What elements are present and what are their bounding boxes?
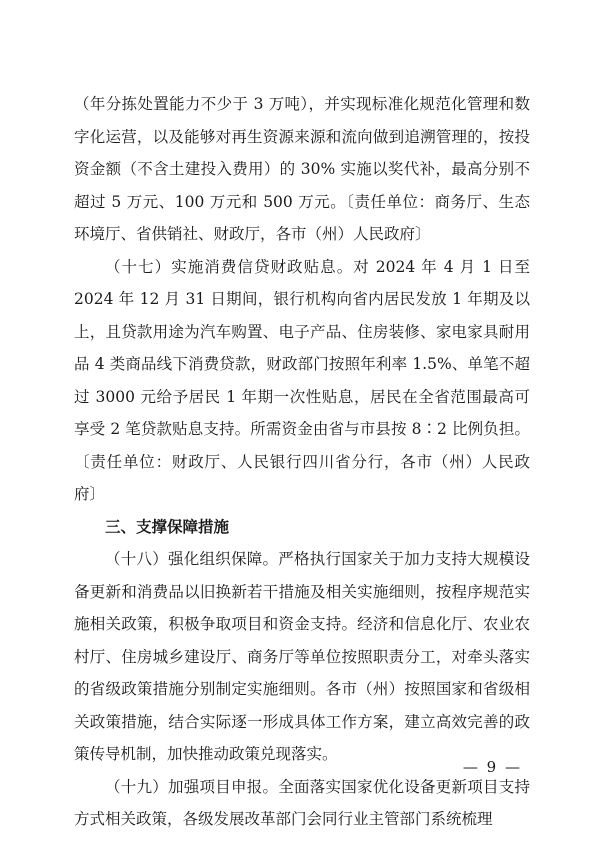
paragraph-body-seventeen: 对 2024 年 4 月 1 日至 2024 年 12 月 31 日期间，银行机构向省内居民发放 1 年期及以上，且贷款用途为汽车购置、电子产品、住房装修、家电家具耐用品 4 类商品线下消费贷款，财政部门按照年利率 1.5%、单笔不超过 3000 元给予居民 1 年期一次性贴息，居民在全省范围最高可享受 2 笔贷款贴息支持。所需资金由省与市县按 8∶2 比例负担。〔责任单位：财政厅、人民银行四川省分行，各市（州）人民政府〕 <box>74 257 530 503</box>
paragraph-lead-seventeen: （十七）实施消费信贷财政贴息。 <box>105 257 354 276</box>
paragraph-lead-eighteen: （十八）强化组织保障。 <box>105 550 279 568</box>
paragraph-lead-nineteen: （十九）加强项目申报。 <box>105 777 279 796</box>
paragraph-body-eighteen: 严格执行国家关于加力支持大规模设备更新和消费品以旧换新若干措施及相关实施细则，按程序规范实施相关政策，积极争取项目和资金支持。经济和信息化厅、农业农村厅、住房城乡建设厅、商务厅等单位按照职责分工，对牵头落实的省级政策措施分别制定实施细则。各市（州）按照国家和省级相关政策措施，结合实际逐一形成具体工作方案，建立高效完善的政策传导机制，加快推动政策兑现落实。 <box>74 550 530 763</box>
document-body <box>74 88 530 836</box>
paragraph-recycling-subsidy: （年分拣处置能力不少于 3 万吨），并实现标准化规范化管理和数字化运营，以及能够对再生资源来源和流向做到追溯管理的，按投资金额（不含土建投入费用）的 30% 实施以奖代补，最高分别不超过 5 万元、100 万元和 500 万元。〔责任单位：商务厅、生态环境厅、省供销社、财政厅，各市（州）人民政府〕 <box>74 95 530 243</box>
paragraph-consumer-credit <box>74 251 530 511</box>
paragraph-project-application <box>74 771 530 836</box>
paragraph-organization <box>74 543 530 771</box>
page-number: — 9 — <box>462 758 522 776</box>
section-heading-support-measures: 三、支撑保障措施 <box>105 517 230 536</box>
paragraph-body-nineteen: 全面落实国家优化设备更新项目支持方式相关政策，各级发展改革部门会同行业主管部门系统梳理 <box>74 777 530 828</box>
